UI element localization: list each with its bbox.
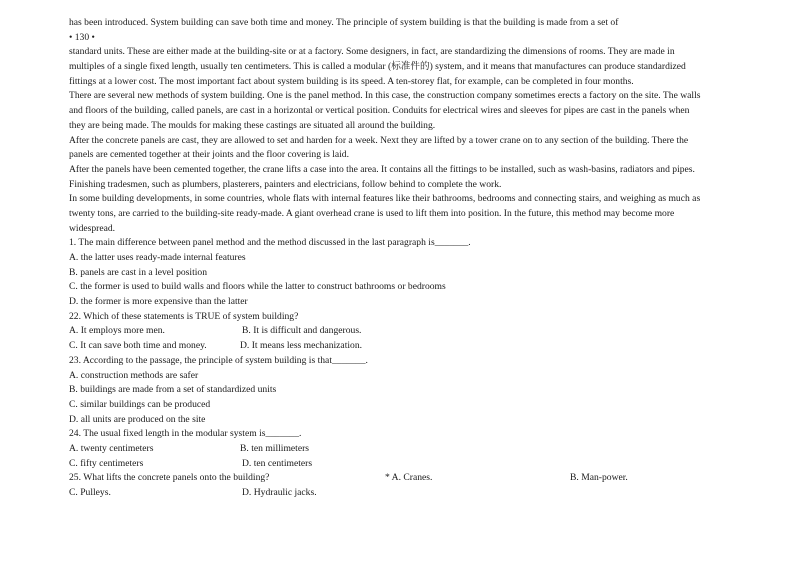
passage-line: they are being made. The moulds for making these castings are situated all around the building. — [69, 119, 436, 131]
passage-line: Finishing tradesmen, such as plumbers, plasterers, painters and electricians, follow behind to complete the work. — [69, 178, 502, 190]
option-c: C. the former is used to build walls and floors while the latter to construct bathrooms or bedrooms — [69, 281, 446, 293]
option-d: D. the former is more expensive than the latter — [69, 296, 248, 308]
passage-line: has been introduced. System building can save both time and money. The principle of system building is that the building is made from a set of — [69, 17, 619, 28]
option-a: A. twenty centimeters — [69, 442, 154, 454]
option-c: C. It can save both time and money. — [69, 340, 207, 352]
option-d: D. It means less mechanization. — [240, 340, 363, 352]
passage-line: After the concrete panels are cast, they are allowed to set and harden for a week. Next they are lifted by a tower crane on to any section of the building. There the — [69, 134, 689, 146]
question-stem: 22. Which of these statements is TRUE of system building? — [69, 310, 299, 322]
passage-line: fittings at a lower cost. The most important fact about system building is its speed. A ten-storey flat, for example, can be completed in four months. — [69, 75, 634, 87]
option-row — [69, 457, 739, 472]
option-a: A. It employs more men. — [69, 325, 165, 337]
question-24 — [69, 427, 739, 471]
passage-line: standard units. These are either made at the building-site or at a factory. Some designers, in fact, are standardizing the dimensions of rooms. They are made in — [69, 46, 675, 58]
question-stem: 25. What lifts the concrete panels onto the building? — [69, 472, 270, 484]
question-row — [69, 471, 739, 486]
option-b: B. Man-power. — [570, 472, 628, 484]
document-page — [69, 16, 739, 501]
option-c: C. fifty centimeters — [69, 457, 144, 469]
passage-line: There are several new methods of system building. One is the panel method. In this case, the construction company sometimes erects a factory on the site. The walls — [69, 90, 701, 102]
passage — [69, 16, 739, 236]
question-1 — [69, 236, 739, 309]
passage-line: After the panels have been cemented together, the crane lifts a case into the area. It contains all the fittings to be installed, such as wash-basins, radiators and pipes. — [69, 163, 695, 175]
passage-line: and floors of the building, called panels, are cast in a horizontal or vertical position. Conduits for electrical wires and sleeves for pipes are cast in the panels when — [69, 105, 690, 117]
option-b: B. buildings are made from a set of standardized units — [69, 384, 277, 396]
question-stem: 24. The usual fixed length in the modular system is_______. — [69, 428, 302, 440]
question-22 — [69, 310, 739, 354]
option-row — [69, 486, 739, 501]
passage-line: widespread. — [69, 222, 116, 234]
option-row — [69, 442, 739, 457]
question-25 — [69, 471, 739, 500]
option-c: C. similar buildings can be produced — [69, 398, 211, 410]
question-23 — [69, 354, 739, 427]
option-a: * A. Cranes. — [385, 472, 433, 484]
option-d: D. ten centimeters — [242, 457, 313, 469]
option-a: A. construction methods are safer — [69, 369, 199, 381]
option-a: A. the latter uses ready-made internal features — [69, 252, 246, 263]
option-row — [69, 324, 739, 339]
passage-line: twenty tons, are carried to the building-site ready-made. A giant overhead crane is used to lift them into position. In the future, this method may become more — [69, 207, 675, 219]
option-row — [69, 339, 739, 354]
question-stem: 23. According to the passage, the principle of system building is that_______. — [69, 354, 368, 366]
page-number: • 130 • — [69, 31, 95, 43]
option-d: D. Hydraulic jacks. — [242, 487, 317, 498]
option-b: B. ten millimeters — [240, 442, 310, 454]
option-b: B. It is difficult and dangerous. — [242, 325, 362, 337]
option-d: D. all units are produced on the site — [69, 413, 206, 425]
question-stem: 1. The main difference between panel method and the method discussed in the last paragraph is_______. — [69, 237, 471, 249]
option-b: B. panels are cast in a level position — [69, 266, 208, 278]
passage-line: panels are cemented together at their joints and the floor covering is laid. — [69, 149, 349, 161]
option-c: C. Pulleys. — [69, 487, 111, 498]
passage-line: In some building developments, in some countries, whole flats with internal features like their bathrooms, bedrooms and connecting stairs, and weighing as much as — [69, 193, 701, 205]
passage-line: multiples of a single fixed length, usually ten centimeters. This is called a modular (标准件的) system, and it means that manufactures can produce standardized — [69, 61, 686, 73]
